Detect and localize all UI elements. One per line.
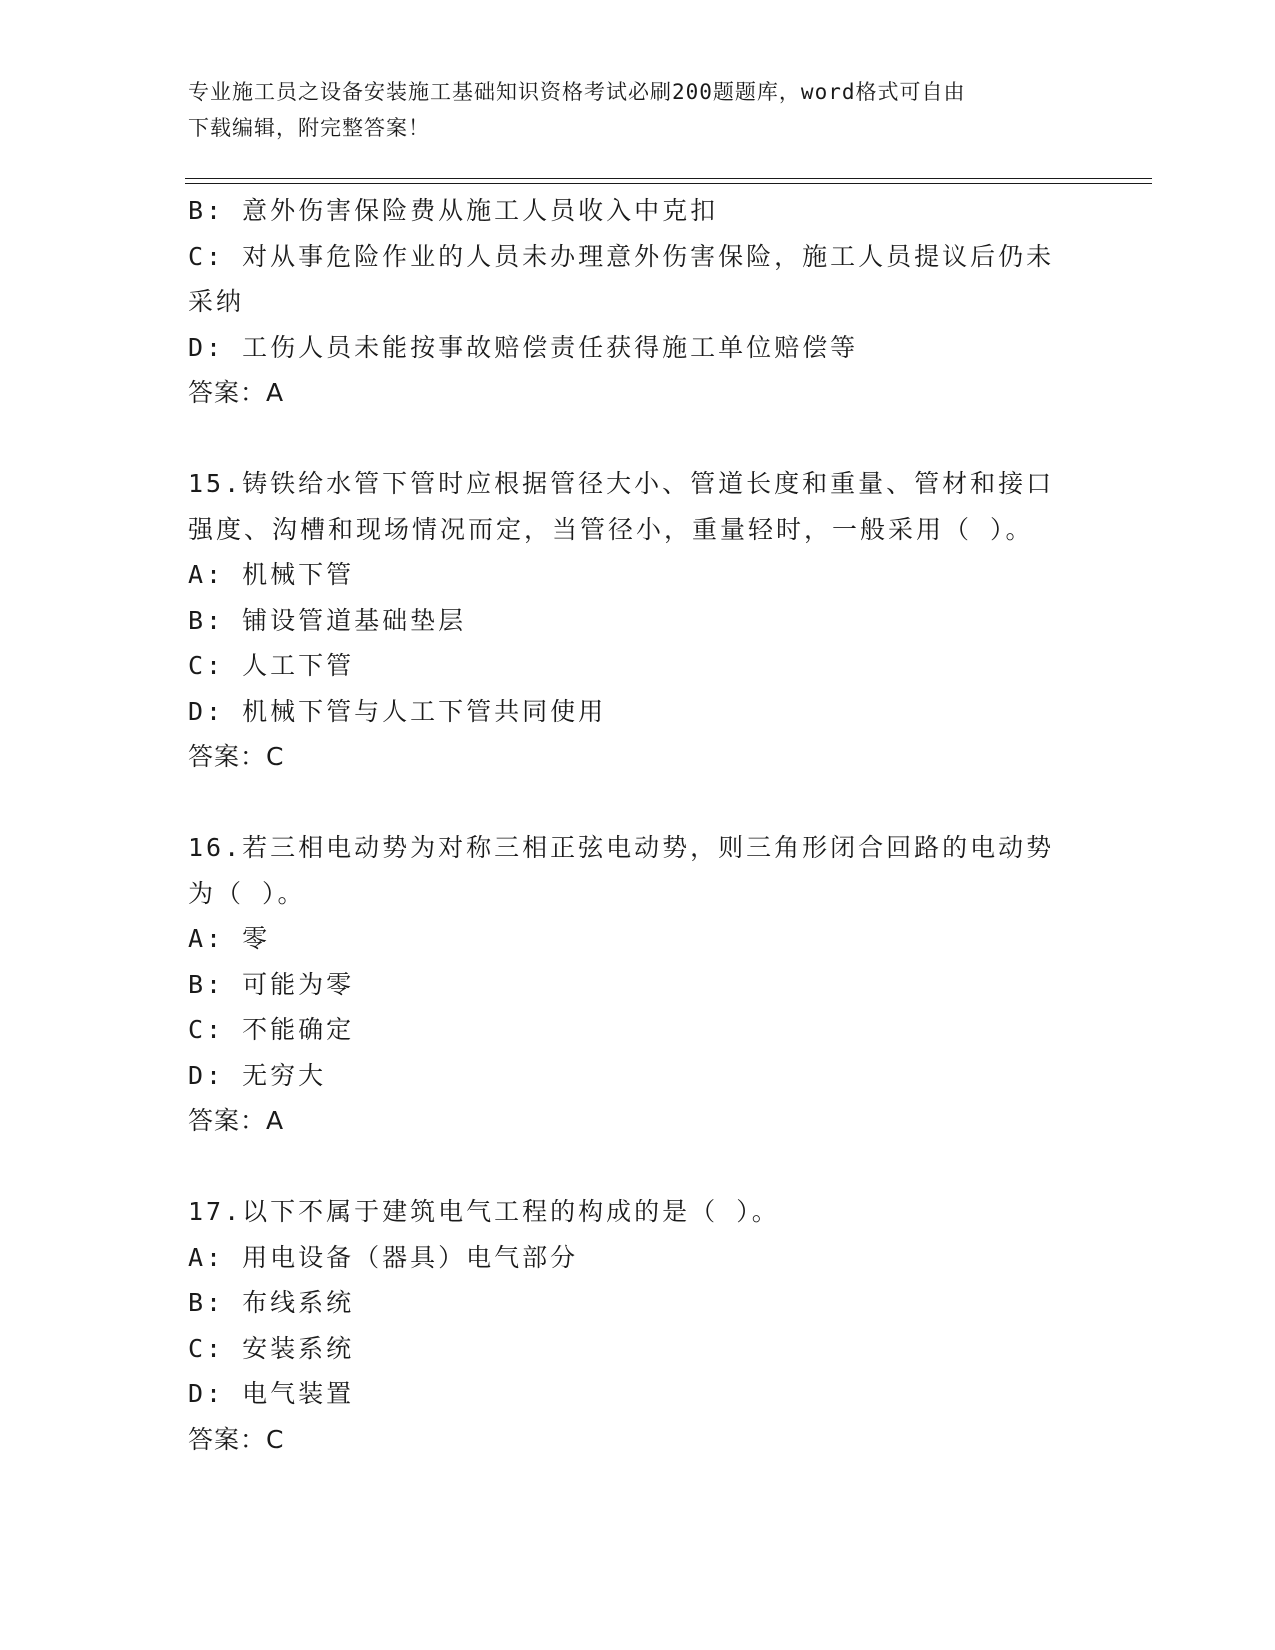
question-stem-continued: 强度、沟槽和现场情况而定，当管径小，重量轻时，一般采用（ ）。 [188, 514, 1034, 544]
option-d: D: 电气装置 [188, 1379, 355, 1408]
option-b: B: 铺设管道基础垫层 [188, 605, 467, 635]
header-line-2: 下载编辑，附完整答案！ [188, 116, 430, 140]
question-spacer [188, 780, 1088, 826]
header-divider-top [185, 178, 1152, 179]
option-c: C: 人工下管 [188, 651, 355, 680]
question-spacer [188, 1144, 1088, 1190]
option-c: C: 对从事危险作业的人员未办理意外伤害保险，施工人员提议后仍未 [188, 241, 1055, 271]
header-line-1: 专业施工员之设备安装施工基础知识资格考试必刷200题题库，word格式可自由 [188, 80, 966, 104]
question-17 [188, 1189, 1088, 1462]
option-d: D: 无穷大 [188, 1060, 327, 1090]
document-header [188, 74, 1068, 146]
question-list [188, 188, 1088, 1462]
option-c: C: 不能确定 [188, 1015, 355, 1044]
question-stem-continued: 为（ ）。 [188, 878, 306, 908]
option-a: A: 零 [188, 924, 271, 953]
answer: 答案：C [188, 742, 285, 771]
option-a: A: 机械下管 [188, 560, 355, 589]
option-a: A: 用电设备（器具）电气部分 [188, 1242, 579, 1272]
option-c-continued: 采纳 [188, 287, 245, 316]
option-b: B: 意外伤害保险费从施工人员收入中克扣 [188, 196, 719, 225]
option-d: D: 工伤人员未能按事故赔偿责任获得施工单位赔偿等 [188, 332, 859, 362]
answer: 答案：A [188, 378, 285, 407]
answer: 答案：A [188, 1106, 285, 1135]
question-15 [188, 461, 1088, 780]
question-16 [188, 825, 1088, 1144]
option-c: C: 安装系统 [188, 1333, 355, 1363]
question-stem: 15.铸铁给水管下管时应根据管径大小、管道长度和重量、管材和接口 [188, 469, 1055, 498]
option-b: B: 布线系统 [188, 1288, 355, 1317]
option-b: B: 可能为零 [188, 969, 355, 999]
question-stem: 17.以下不属于建筑电气工程的构成的是（ ）。 [188, 1197, 780, 1226]
question-14 [188, 188, 1088, 416]
question-spacer [188, 416, 1088, 462]
answer: 答案：C [188, 1424, 285, 1454]
option-d: D: 机械下管与人工下管共同使用 [188, 696, 607, 726]
question-stem: 16.若三相电动势为对称三相正弦电动势，则三角形闭合回路的电动势 [188, 833, 1055, 862]
header-divider-bottom [185, 183, 1152, 184]
